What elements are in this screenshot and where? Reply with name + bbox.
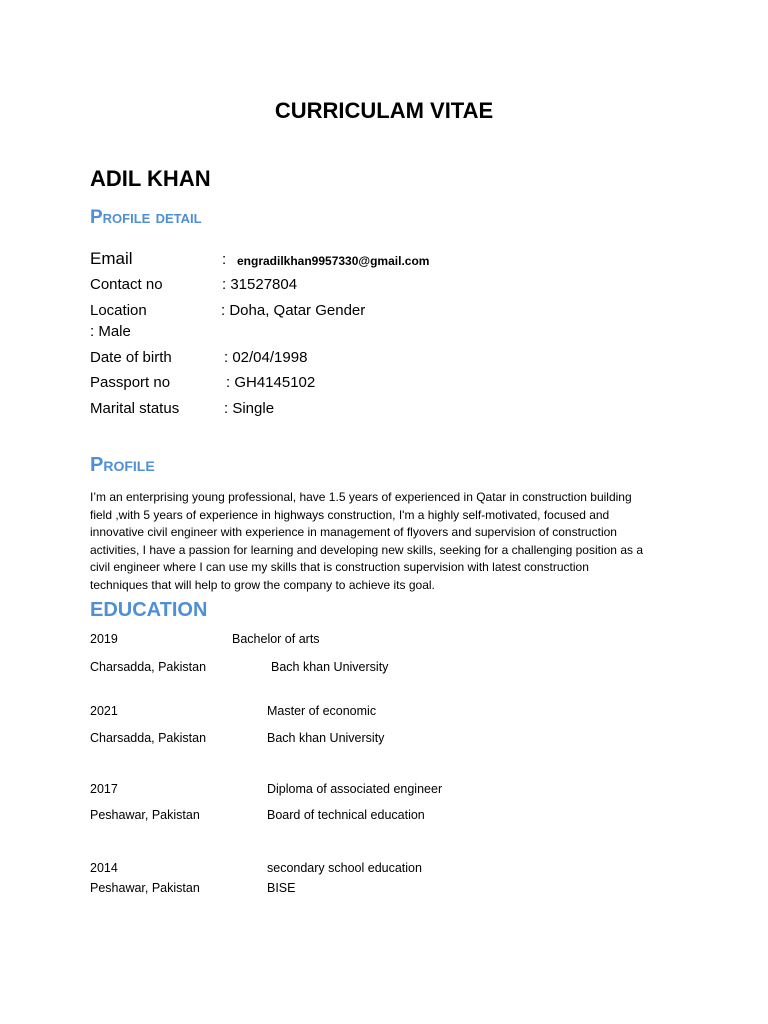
education-institution: Bach khan University [271,660,389,674]
education-degree: secondary school education [267,861,422,875]
education-degree: Bachelor of arts [232,632,320,646]
education-institution: BISE [267,881,296,895]
dob-value: : 02/04/1998 [224,349,308,366]
education-place: Charsadda, Pakistan [90,660,207,674]
education-year: 2019 [90,632,118,646]
education-degree: Diploma of associated engineer [267,782,443,796]
profile-line: field ,with 5 years of experience in highways construction, I'm a highly self-motivated, focused and [90,507,610,522]
profile-line: techniques that will help to grow the company to achieve its goal. [90,577,435,592]
contact-value: : 31527804 [222,276,298,293]
education-heading: EDUCATION [90,599,208,621]
profile-paragraph [90,489,680,595]
passport-value: : GH4145102 [226,374,316,391]
education-institution: Bach khan University [267,731,385,745]
profile-detail-heading: Profile detail [90,207,202,228]
education-degree: Master of economic [267,704,377,718]
location-value: : Doha, Qatar Gender [221,302,366,319]
profile-line: civil engineer where I can use my skills that is construction supervision with latest construction [90,560,589,575]
email-value: engradilkhan9957330@gmail.com [237,254,430,268]
education-place: Peshawar, Pakistan [90,808,200,822]
candidate-name: ADIL KHAN [90,166,211,191]
education-place: Peshawar, Pakistan [90,881,200,895]
education-place: Charsadda, Pakistan [90,731,207,745]
education-year: 2021 [90,704,118,718]
profile-heading: Profile [90,454,155,476]
contact-label: Contact no [90,276,163,293]
marital-value: : Single [224,400,275,417]
profile-line: I’m an enterprising young professional, have 1.5 years of experienced in Qatar in construction building [90,490,632,504]
education-institution: Board of technical education [267,808,425,822]
education-year: 2014 [90,861,118,875]
passport-label: Passport no [90,374,171,391]
profile-line: innovative civil engineer with experience in management of flyovers and supervision of construction [90,525,617,540]
location-label: Location [90,302,147,319]
gender-value: : Male [90,323,131,340]
marital-label: Marital status [90,400,180,417]
email-separator: : [222,251,227,268]
education-year: 2017 [90,782,118,796]
profile-line: activities, I have a passion for learning and developing new skills, seeking for a challenging position as a [90,542,643,557]
document-title: CURRICULAM VITAE [274,98,494,123]
email-label: Email [90,249,133,268]
dob-label: Date of birth [90,349,172,366]
